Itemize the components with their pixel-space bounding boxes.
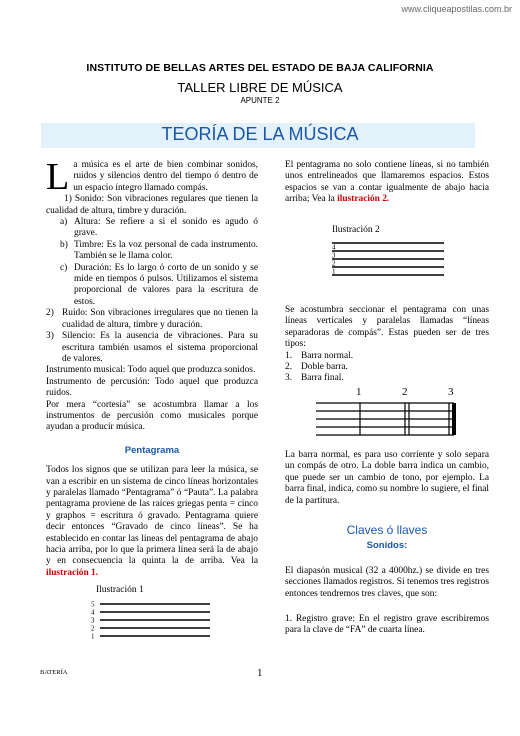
- sub-timbre-text: Timbre: Es la voz personal de cada instrumento. También se le llama color.: [74, 239, 258, 262]
- cortesia-paragraph: Por mera “cortesía” se acostumbra llamar a los instrumentos de percusión como musicales porque ayudan a producir música.: [46, 399, 258, 433]
- pentagrama-heading: Pentagrama: [124, 444, 180, 456]
- list-marker: 1.: [285, 350, 293, 361]
- intro-text: a música es el arte de bien combinar sonidos, ruidos y silencios dentro del tiempo ó dentro de un espacio íntegro llamado compás.: [73, 160, 258, 193]
- institute-heading: INSTITUTO DE BELLAS ARTES DEL ESTADO DE BAJA CALIFORNIA: [86, 62, 434, 74]
- barra-normal-text: Barra normal.: [301, 350, 354, 361]
- staff-line-number: 3: [91, 616, 95, 625]
- ilustracion-2-ref: ilustración 2.: [337, 194, 390, 205]
- ilustracion-1-ref: ilustración 1.: [46, 567, 99, 578]
- item-silencio-text: Silencio: Es la ausencia de vibraciones. Para su escritura también usamos el sistema proporcional de valores.: [62, 331, 258, 364]
- doble-barra-text: Doble barra.: [301, 362, 348, 373]
- instrumento-percusion: Instrumento de percusión: Todo aquel que produzca ruidos.: [46, 376, 258, 399]
- list-marker: 2): [46, 308, 54, 319]
- list-marker: b): [60, 239, 68, 250]
- final-barline-thick: [452, 403, 456, 435]
- sub-altura-text: Altura: Se refiere a si el sonido es agudo ó grave.: [74, 217, 258, 239]
- registro-grave-paragraph: 1. Registro grave: En el registro grave escribiremos para la clave de “FA” de cuarta línea.: [285, 614, 489, 636]
- staff-space-number: 1: [332, 267, 336, 276]
- left-column: [46, 156, 258, 579]
- separadoras-paragraph: Se acostumbra seccionar el pentagrama con unas líneas verticales y paralelas llamadas “líneas separadoras de compás”. Estas pueden ser de tres tipos:: [285, 305, 489, 350]
- right-column: [285, 160, 489, 206]
- ilustracion-1-label: Ilustración 1: [96, 585, 144, 595]
- barras-paragraph: La barra normal, es para uso corriente y solo separa un compás de otro. La doble barra indica un cambio, que puede ser un cambio de tono, por ejemplo. La barra final, indica, como su nombre lo sugiere, el final de la partitura.: [285, 450, 489, 506]
- item-sonido: 1) Sonido: Son vibraciones regulares que tienen la cualidad de altura, timbre y duración.: [46, 194, 258, 216]
- list-marker: 3.: [285, 373, 293, 384]
- espacios-text: El pentagrama no solo contiene líneas, si no también unos entrelineados que llamaremos espacios. Estos espacios se van a contar igualmente de abajo hacia arriba; Vea la: [285, 160, 489, 205]
- staff-line-number: 2: [91, 624, 95, 633]
- staff-space-number: 2: [332, 259, 336, 268]
- claves-heading: Claves ó llaves: [346, 523, 428, 538]
- instrumento-musical: Instrumento musical: Todo aquel que produzca sonidos.: [46, 365, 256, 376]
- list-marker: a): [60, 217, 68, 228]
- bar-number-2: 2: [402, 386, 408, 398]
- sub-timbre: [46, 240, 258, 263]
- sub-altura: [46, 217, 258, 240]
- staff-space-number: 3: [332, 251, 336, 260]
- page-number: 1: [257, 667, 263, 679]
- list-marker: c): [60, 262, 68, 273]
- staff-line-number: 4: [91, 608, 95, 617]
- list-item-doble-barra: [285, 362, 489, 373]
- ilustracion-2-label: Ilustración 2: [332, 225, 380, 235]
- staff-line-number: 1: [91, 632, 95, 641]
- right-column-barras: [285, 450, 489, 637]
- registros-paragraph: El diapasón musical (32 a 4000hz.) se divide en tres secciones llamados registros. Si tenemos tres registros entonces tendremos tres claves, que son:: [285, 565, 489, 599]
- item-ruido: [46, 308, 258, 331]
- staff-line-number: 5: [91, 600, 95, 609]
- sub-duracion-text: Duración: Es lo largo ó corto de un sonido y se mide en tiempos ó pulsos. Utilizamos el sistema proporcional de valores para la escritura de estos.: [74, 262, 258, 307]
- bar-number-3: 3: [448, 386, 454, 398]
- site-watermark: www.cliqueapostilas.com.br: [401, 4, 512, 14]
- bar-number-1: 1: [356, 386, 362, 398]
- intro-paragraph: [46, 156, 258, 198]
- list-item-barra-final: [285, 373, 489, 384]
- footer-left: BATERÍA: [40, 669, 68, 676]
- espacios-paragraph: [285, 160, 489, 206]
- workshop-heading: TALLER LIBRE DE MÚSICA: [177, 80, 343, 95]
- barra-final-text: Barra final.: [301, 373, 344, 384]
- list-item-barra-normal: [285, 351, 489, 362]
- drop-cap: L: [46, 156, 70, 198]
- right-column-lower: [285, 305, 489, 385]
- list-marker: 3): [46, 331, 54, 342]
- list-marker: 2.: [285, 362, 293, 373]
- sonidos-heading: Sonidos:: [366, 540, 408, 552]
- ilustracion-2-staff: [326, 240, 446, 278]
- pentagrama-paragraph: [46, 465, 258, 579]
- staff-space-number: 4: [332, 243, 336, 252]
- pentagrama-text: Todos los signos que se utilizan para leer la música, se van a escribir en un sistema de cinco líneas horizontales y paralelas llamado “Pentagrama” ó “Pauta”. La palabra pentagrama proviene de las raíces griegas penta = cinco y graphos = escritura ó gravado. Pentagrama quiere decir entonces “Gravado de cinco líneas”. Se ha establecido en contar las líneas del pentagrama de abajo hacia arriba, por lo que la primera línea será la de abajo y en consecuencia la quinta la de arriba. Vea la: [46, 465, 258, 567]
- item-silencio: [46, 331, 258, 365]
- page-title: TEORÍA DE LA MÚSICA: [161, 124, 359, 144]
- barlines-staff: [314, 400, 460, 438]
- ilustracion-1-staff: [88, 598, 213, 642]
- note-heading: APUNTE 2: [240, 96, 280, 105]
- item-ruido-text: Ruido: Son vibraciones irregulares que no tienen la cualidad de altura, timbre y duración.: [62, 308, 258, 330]
- sub-duracion: [46, 263, 258, 309]
